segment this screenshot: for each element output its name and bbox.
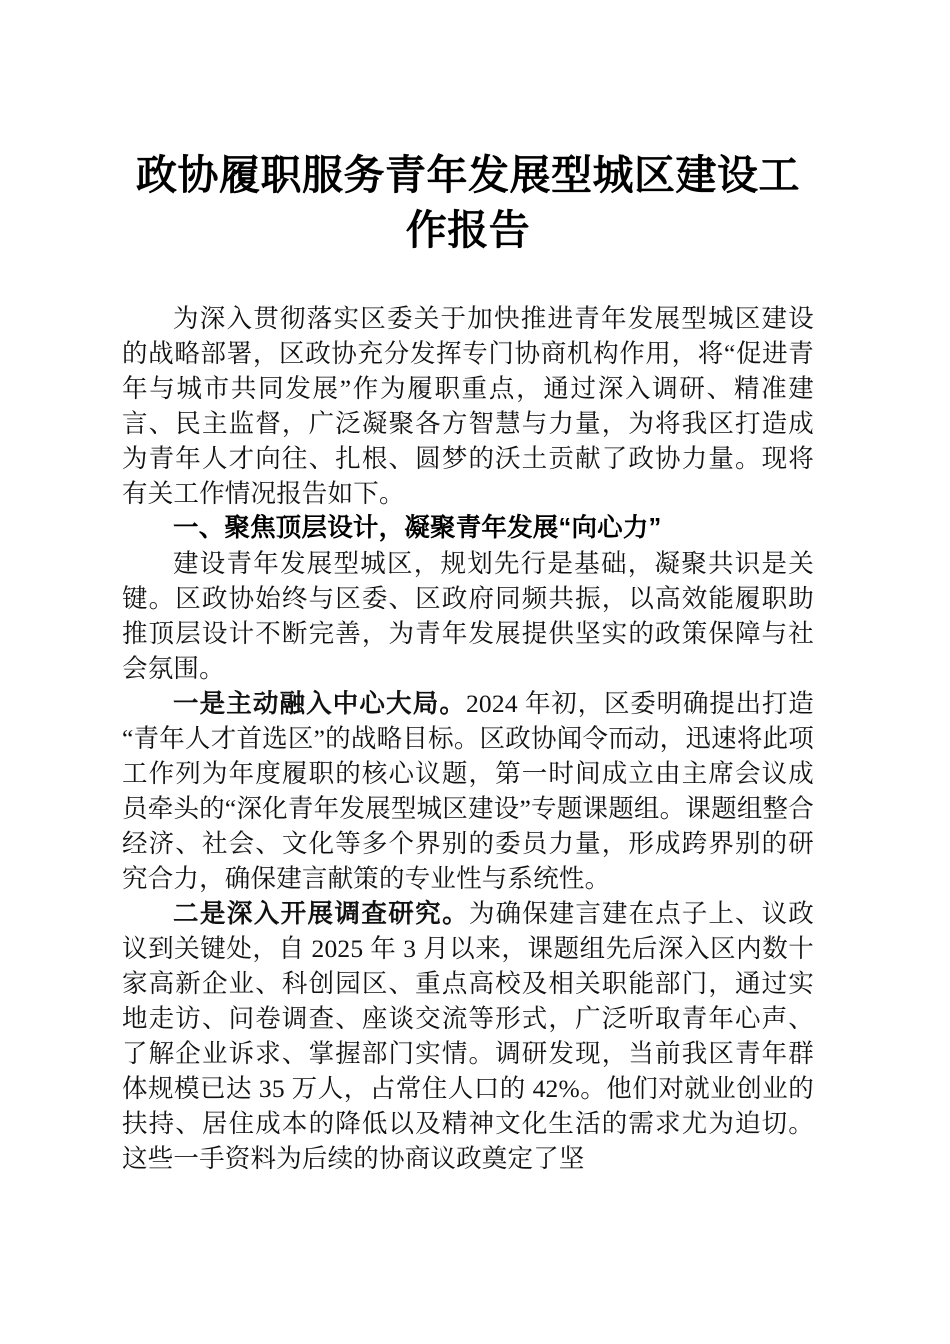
- page-title: 政协履职服务青年发展型城区建设工作报告: [136, 152, 800, 253]
- item-one-paragraph: [122, 686, 814, 896]
- section-one-intro-paragraph: 建设青年发展型城区，规划先行是基础，凝聚共识是关键。区政协始终与区委、区政府同频共振，以高效能履职助推顶层设计不断完善，为青年发展提供坚实的政策保障与社会氛围。: [122, 549, 814, 683]
- intro-paragraph: 为深入贯彻落实区委关于加快推进青年发展型城区建设的战略部署，区政协充分发挥专门协商机构作用，将“促进青年与城市共同发展”作为履职重点，通过深入调研、精准建言、民主监督，广泛凝聚各方智慧与力量，为将我区打造成为青年人才向往、扎根、圆梦的沃土贡献了政协力量。现将有关工作情况报告如下。: [122, 304, 814, 508]
- item-two-lead-in: 二是深入开展调查研究。: [173, 899, 469, 928]
- item-two-body-text: 为确保建言建在点子上、议政议到关键处，自 2025 年 3 月以来，课题组先后深入区内数十家高新企业、科创园区、重点高校及相关职能部门，通过实地走访、问卷调查、座谈交流等形式，广泛听取青年心声、了解企业诉求、掌握部门实情。调研发现，当前我区青年群体规模已达 35 万人，占常住人口的 42%。他们对就业创业的扶持、居住成本的降低以及精神文化生活的需求尤为迫切。这些一手资料为后续的协商议政奠定了坚: [122, 899, 814, 1173]
- item-two-paragraph: [122, 896, 814, 1176]
- section-one-heading: 一、聚焦顶层设计，凝聚青年发展“向心力”: [173, 514, 662, 542]
- document-content-column: [122, 0, 814, 1176]
- item-one-body-text: 2024 年初，区委明确提出打造“青年人才首选区”的战略目标。区政协闻令而动，迅速将此项工作列为年度履职的核心议题，第一时间成立由主席会议成员牵头的“深化青年发展型城区建设”专题课题组。课题组整合经济、社会、文化等多个界别的委员力量，形成跨界别的研究合力，确保建言献策的专业性与系统性。: [122, 689, 814, 893]
- item-one-lead-in: 一是主动融入中心大局。: [173, 689, 466, 718]
